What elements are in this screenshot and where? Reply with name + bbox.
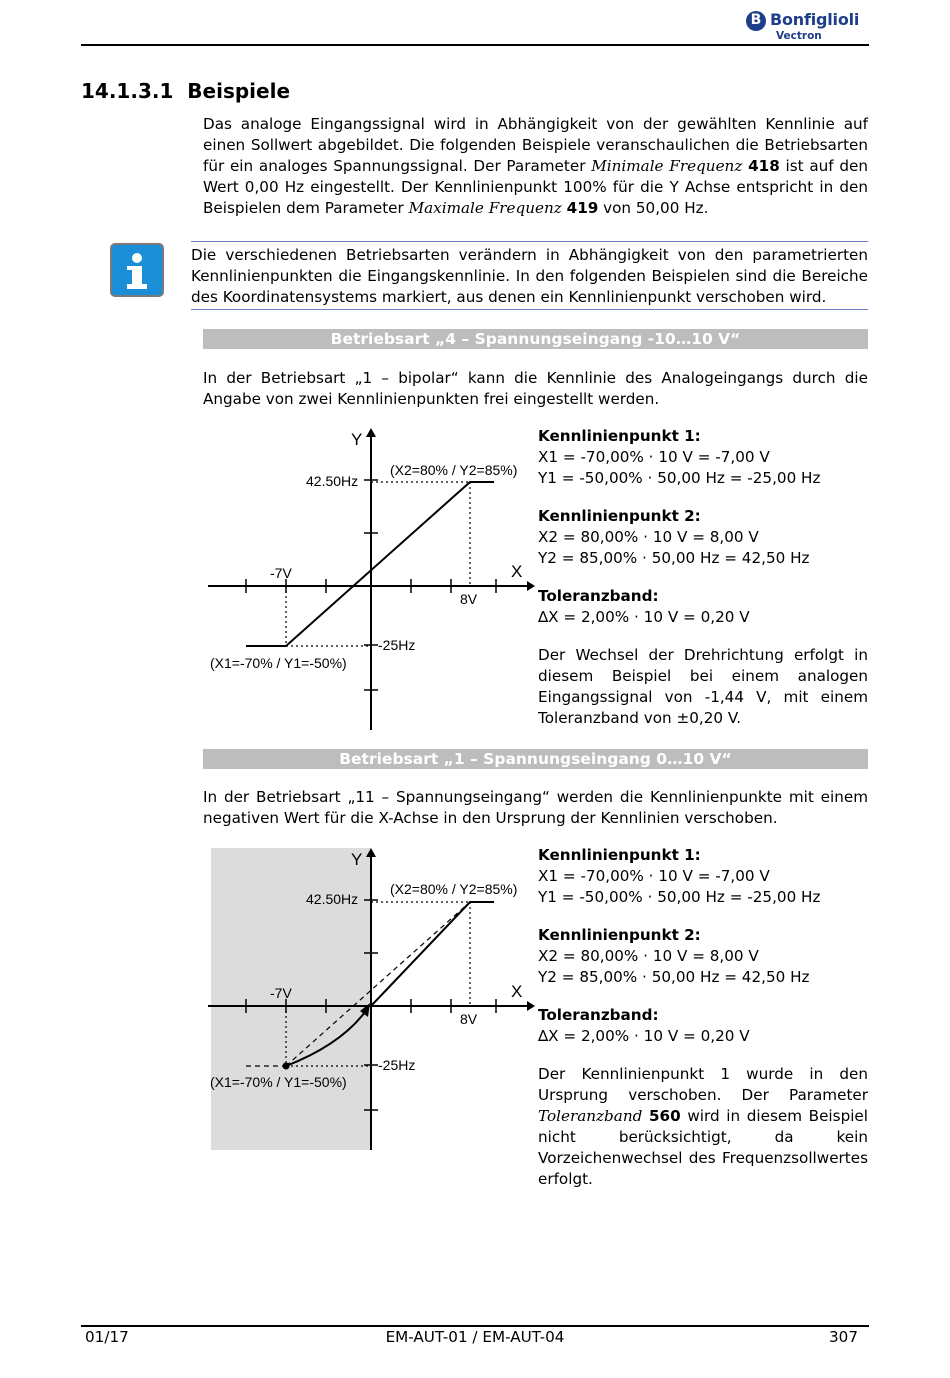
- kp1-title: Kennlinienpunkt 1:: [538, 427, 701, 445]
- kp2-x: X2 = 80,00% · 10 V = 8,00 V: [538, 528, 759, 546]
- kp2-x: X2 = 80,00% · 10 V = 8,00 V: [538, 947, 759, 965]
- y-min-label: -25Hz: [378, 637, 416, 653]
- kp2-y: Y2 = 85,00% · 50,00 Hz = 42,50 Hz: [538, 968, 810, 986]
- y-axis-label: Y: [351, 850, 363, 869]
- param-tolerance-band: Toleranzband: [538, 1107, 643, 1125]
- param-number-419: 419: [566, 199, 599, 217]
- example2-diagram: [200, 845, 535, 1155]
- point1-label: (X1=-70% / Y1=-50%): [210, 1074, 347, 1090]
- y-axis-label: Y: [351, 430, 363, 449]
- example1-text: In der Betriebsart „1 – bipolar“ kann die Kennlinie des Analogeingangs durch die Angabe von zwei Kennlinienpunkten frei eingestellt werden.: [203, 369, 868, 408]
- tolerance-x: ∆X = 2,00% · 10 V = 0,20 V: [538, 1027, 750, 1045]
- kp2-y: Y2 = 85,00% · 50,00 Hz = 42,50 Hz: [538, 549, 810, 567]
- x-axis-label: X: [511, 982, 523, 1001]
- x-axis-label: X: [511, 562, 523, 581]
- point1-label: (X1=-70% / Y1=-50%): [210, 655, 347, 671]
- intro-text-3: von 50,00 Hz.: [598, 199, 709, 217]
- info-note: Die verschiedenen Betriebsarten verändern in Abhängigkeit von den parametrierten Kennlinienpunkten die Eingangskennlinie. In den folgenden Beispielen sind die Bereiche des Koordinatensystems markiert, aus denen ein Kennlinienpunkt verschoben wird.: [191, 241, 868, 310]
- kp2-title: Kennlinienpunkt 2:: [538, 926, 701, 944]
- mode-banner-unipolar: Betriebsart „1 – Spannungseingang 0…10 V“: [203, 749, 868, 769]
- y-axis-arrow: [366, 428, 376, 437]
- point1-marker: [283, 1063, 290, 1070]
- x-max-label: 8V: [460, 591, 478, 607]
- footer-rule: [81, 1325, 869, 1327]
- intro-text-1: Das analoge Eingangssignal wird in Abhängigkeit von der gewählten Kennlinie auf einen Sollwert abgebildet. Die folgenden Beispiele veranschaulichen die Betriebsarten für ein analoges Spannungssignal. Der Parameter: [203, 115, 868, 175]
- page-number: 307: [829, 1328, 858, 1346]
- point2-label: (X2=80% / Y2=85%): [390, 462, 518, 478]
- brand-logo: [746, 8, 871, 44]
- kp1-y: Y1 = -50,00% · 50,00 Hz = -25,00 Hz: [538, 888, 821, 906]
- example2-text: In der Betriebsart „11 – Spannungseingang“ werden die Kennlinienpunkte mit einem negativen Wert für die X-Achse in den Ursprung der Kennlinien verschoben.: [203, 788, 868, 827]
- example1-description: Der Wechsel der Drehrichtung erfolgt in diesem Beispiel bei einem analogen Eingangssignal von -1,44 V, mit einem Toleranzband von ±0,20 V.: [538, 646, 868, 727]
- intro-text-2: ist auf den Wert 0,00 Hz eingestellt. Der Kennlinienpunkt 100% für die Y Achse entspricht in den Beispielen dem Parameter: [203, 157, 868, 217]
- info-icon: [110, 243, 164, 297]
- kp1-x: X1 = -70,00% · 10 V = -7,00 V: [538, 867, 770, 885]
- footer-document: EM-AUT-01 / EM-AUT-04: [385, 1328, 565, 1346]
- kp1-title: Kennlinienpunkt 1:: [538, 846, 701, 864]
- example2-description: Der Kennlinienpunkt 1 wurde in den Ursprung verschoben. Der Parameter Toleranzband 560 wird in diesem Beispiel nicht berücksichtigt, da kein Vorzeichenwechsel des Frequenzsollwertes erfolgt.: [538, 1065, 868, 1188]
- x-min-label: -7V: [270, 985, 292, 1001]
- x-axis-arrow: [527, 1001, 535, 1011]
- example1-diagram: [200, 425, 535, 735]
- kp1-y: Y1 = -50,00% · 50,00 Hz = -25,00 Hz: [538, 469, 821, 487]
- point2-label: (X2=80% / Y2=85%): [390, 881, 518, 897]
- footer-date: 01/17: [85, 1328, 129, 1346]
- kp1-x: X1 = -70,00% · 10 V = -7,00 V: [538, 448, 770, 466]
- intro-paragraph: [203, 114, 868, 219]
- x-min-label: -7V: [270, 565, 292, 581]
- y-min-label: -25Hz: [378, 1057, 416, 1073]
- bonfiglioli-logo-icon: B: [746, 11, 766, 31]
- y-max-label: 42.50Hz: [306, 473, 359, 489]
- param-min-frequency: Minimale Frequenz: [591, 157, 743, 175]
- x-axis-arrow: [527, 581, 535, 591]
- tolerance-title: Toleranzband:: [538, 587, 659, 605]
- param-number-418: 418: [748, 157, 780, 175]
- param-max-frequency: Maximale Frequenz: [408, 199, 562, 217]
- shifted-characteristic: [371, 902, 494, 1006]
- x-max-label: 8V: [460, 1011, 478, 1027]
- example1-details: [538, 426, 868, 729]
- example2-details: [538, 845, 868, 1190]
- tolerance-title: Toleranzband:: [538, 1006, 659, 1024]
- logo-subtitle: Vectron: [776, 30, 822, 42]
- kp2-title: Kennlinienpunkt 2:: [538, 507, 701, 525]
- param-number-560: 560: [648, 1107, 681, 1125]
- tolerance-x: ∆X = 2,00% · 10 V = 0,20 V: [538, 608, 750, 626]
- mode-banner-bipolar: Betriebsart „4 – Spannungseingang -10…10 V“: [203, 329, 868, 349]
- logo-name: Bonfiglioli: [770, 10, 860, 29]
- section-title: 14.1.3.1 Beispiele: [81, 79, 291, 103]
- y-max-label: 42.50Hz: [306, 891, 359, 907]
- header-rule: [81, 44, 869, 46]
